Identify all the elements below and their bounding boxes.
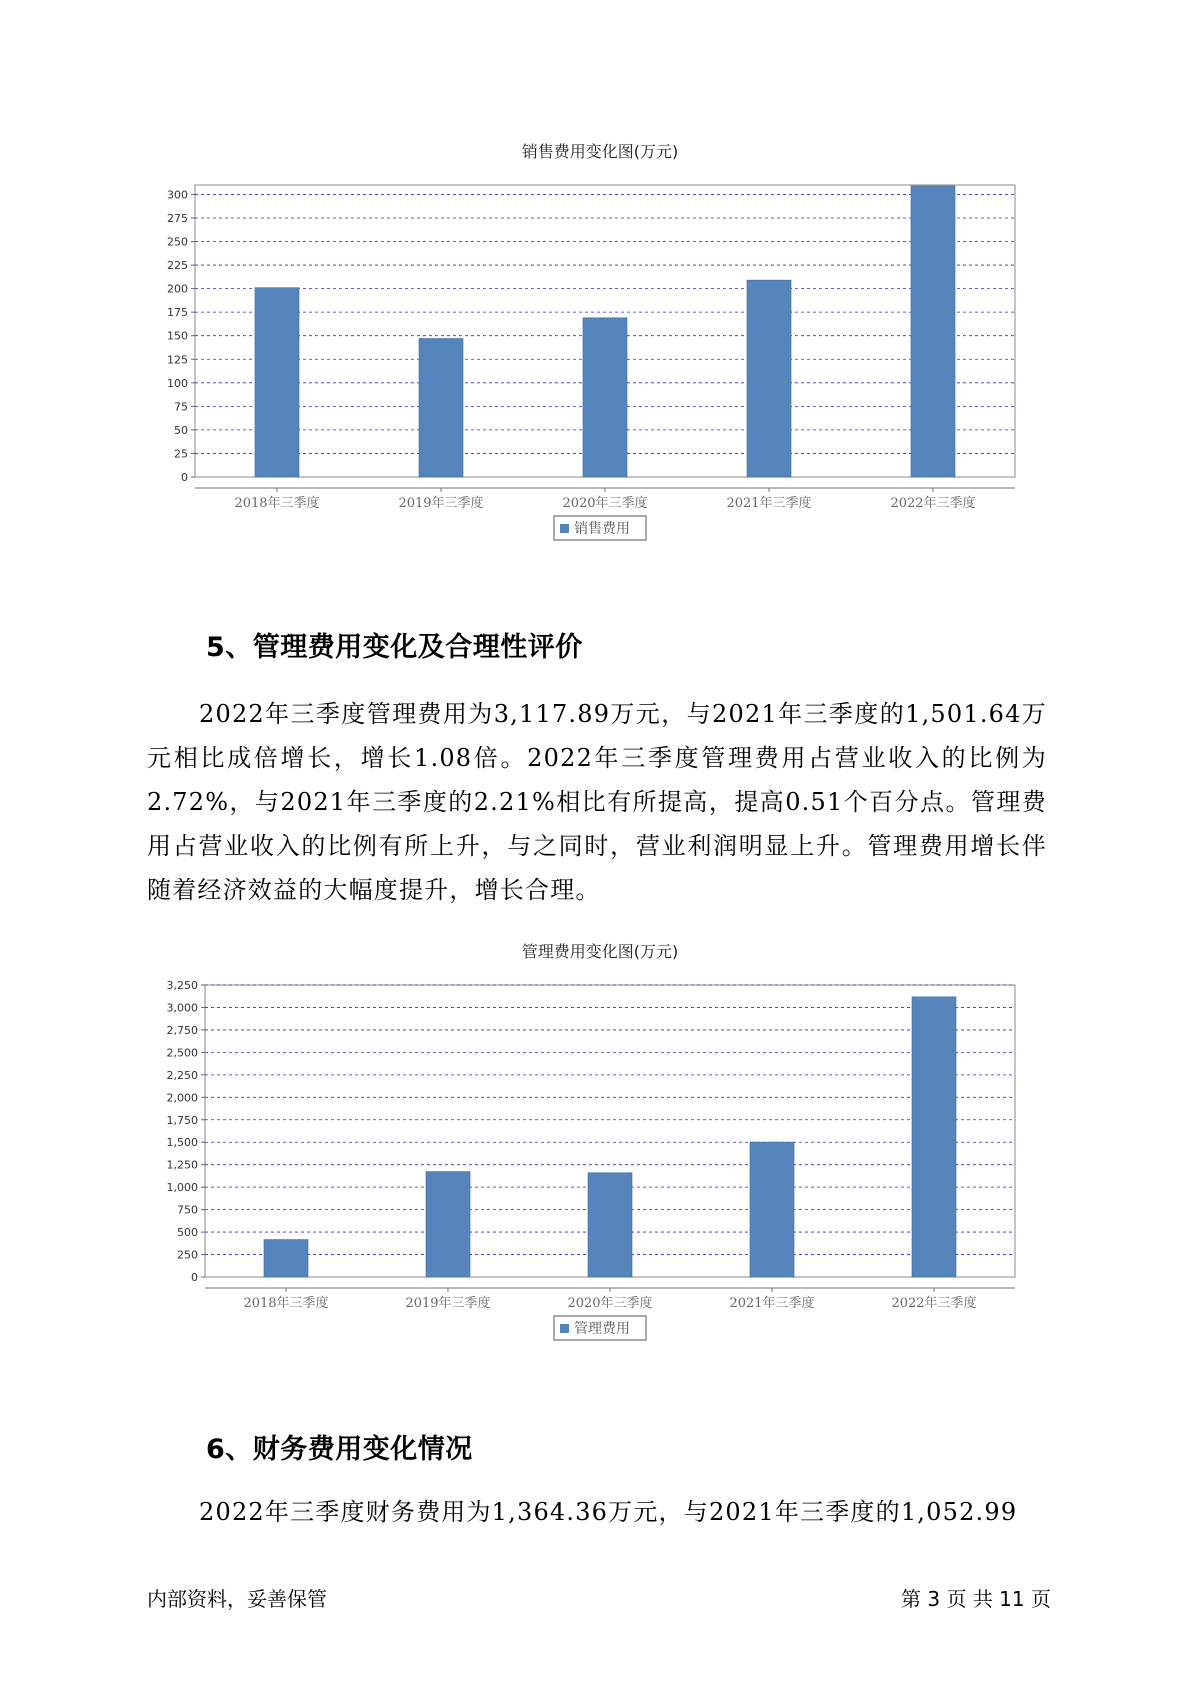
x-tick-label: 2019年三季度 [405, 1296, 491, 1311]
y-tick-label: 1,000 [166, 1181, 198, 1195]
sales-expense-chart [150, 135, 1030, 595]
x-tick-label: 2019年三季度 [398, 496, 484, 511]
y-tick-label: 2,000 [166, 1091, 198, 1105]
y-tick-label: 250 [167, 235, 188, 249]
y-tick-label: 1,500 [166, 1136, 198, 1150]
admin-expense-chart-svg [150, 935, 1030, 1395]
x-tick-label: 2020年三季度 [567, 1296, 653, 1311]
bar [912, 997, 956, 1277]
bar [911, 186, 955, 477]
x-tick-label: 2021年三季度 [726, 496, 812, 511]
chart-title: 销售费用变化图(万元) [521, 142, 679, 161]
bar [264, 1240, 308, 1277]
x-tick-label: 2022年三季度 [890, 496, 976, 511]
footer-confidential-note: 内部资料，妥善保管 [147, 1587, 327, 1611]
chart-title: 管理费用变化图(万元) [521, 942, 679, 961]
y-tick-label: 1,750 [166, 1113, 198, 1127]
y-tick-label: 3,250 [166, 979, 198, 992]
footer-page-number: 第 3 页 共 11 页 [901, 1587, 1051, 1611]
bar [426, 1172, 470, 1277]
y-tick-label: 2,750 [166, 1023, 198, 1037]
y-tick-label: 125 [167, 353, 188, 367]
bar [583, 318, 627, 477]
y-tick-label: 300 [167, 188, 188, 202]
y-tick-label: 50 [174, 423, 188, 437]
legend-swatch [560, 524, 569, 533]
y-tick-label: 0 [181, 471, 188, 484]
y-tick-label: 1,250 [166, 1158, 198, 1172]
y-tick-label: 0 [191, 1271, 198, 1284]
legend-label: 管理费用 [574, 1321, 630, 1337]
admin-expense-chart [150, 935, 1030, 1395]
section-5-heading: 5、管理费用变化及合理性评价 [206, 632, 583, 663]
legend-label: 销售费用 [574, 521, 630, 537]
x-tick-label: 2018年三季度 [243, 1296, 329, 1311]
y-tick-label: 150 [167, 329, 188, 343]
bar [255, 288, 299, 477]
x-tick-label: 2018年三季度 [234, 496, 320, 511]
y-tick-label: 2,500 [166, 1046, 198, 1060]
section-6-paragraph: 2022年三季度财务费用为1,364.36万元，与2021年三季度的1,052.99 [199, 1498, 1018, 1526]
y-tick-label: 100 [167, 376, 188, 390]
section-6-heading: 6、财务费用变化情况 [206, 1434, 473, 1465]
y-tick-label: 175 [167, 306, 188, 320]
y-tick-label: 275 [167, 211, 188, 225]
y-tick-label: 750 [177, 1203, 198, 1217]
y-tick-label: 3,000 [166, 1001, 198, 1015]
x-tick-label: 2022年三季度 [891, 1296, 977, 1311]
y-tick-label: 200 [167, 282, 188, 296]
legend-swatch [560, 1324, 569, 1333]
y-tick-label: 25 [174, 447, 188, 461]
y-tick-label: 250 [177, 1248, 198, 1262]
bar [588, 1173, 632, 1277]
sales-expense-chart-svg [150, 135, 1030, 595]
x-tick-label: 2020年三季度 [562, 496, 648, 511]
y-tick-label: 225 [167, 259, 188, 273]
y-tick-label: 75 [174, 400, 188, 414]
bar [750, 1142, 794, 1277]
bar [747, 280, 791, 477]
y-tick-label: 500 [177, 1226, 198, 1240]
bar [419, 339, 463, 477]
x-tick-label: 2021年三季度 [729, 1296, 815, 1311]
y-tick-label: 2,250 [166, 1068, 198, 1082]
section-5-paragraph: 2022年三季度管理费用为3,117.89万元，与2021年三季度的1,501.64万元相比成倍增长，增长1.08倍。2022年三季度管理费用占营业收入的比例为2.72%，与2021年三季度的2.21%相比有所提高，提高0.51个百分点。管理费用占营业收入的比例有所上升，与之同时，营业利润明显上升。管理费用增长伴随着经济效益的大幅度提升，增长合理。 [147, 700, 1047, 904]
